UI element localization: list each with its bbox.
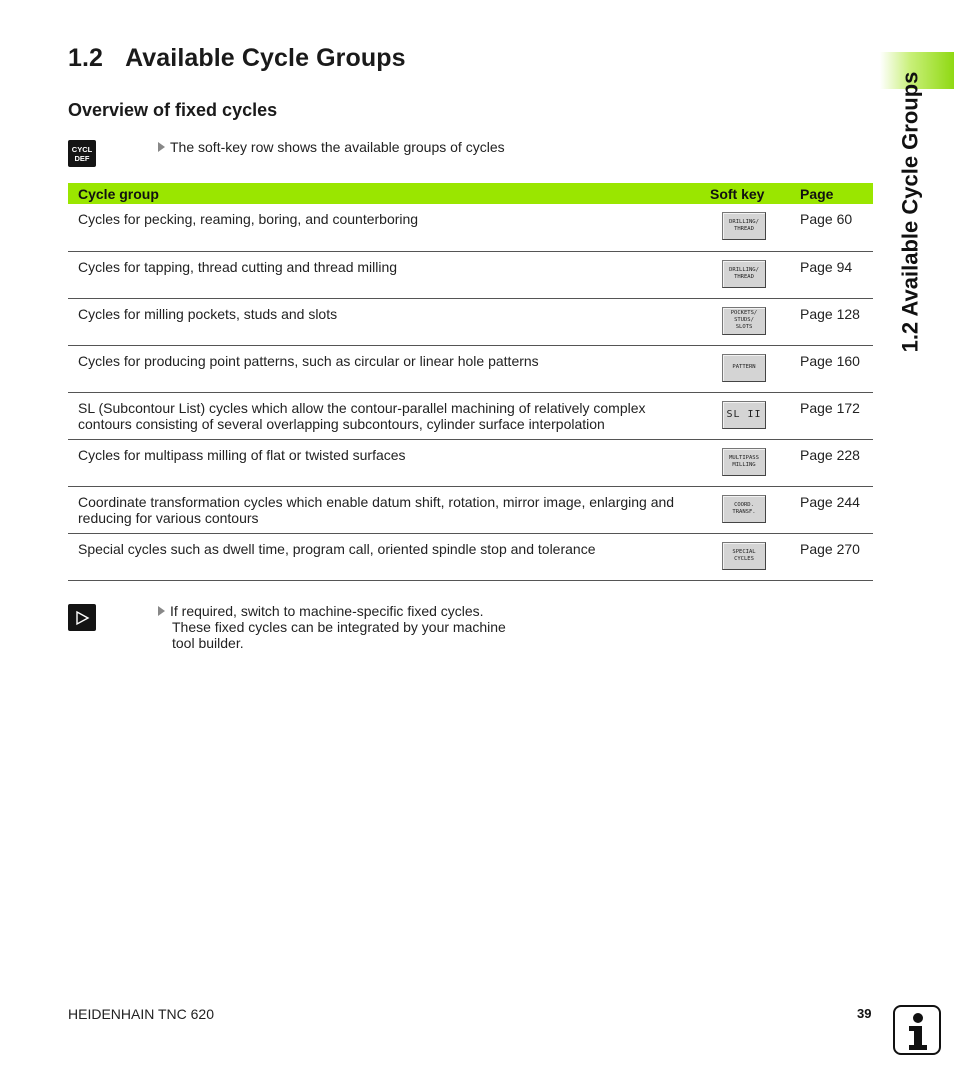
row-page: Page 228 — [790, 439, 873, 486]
info-icon — [893, 1005, 941, 1055]
side-tab-label: 1.2 Available Cycle Groups — [897, 71, 923, 353]
softkey-multipass-milling[interactable]: MULTIPASS MILLING — [722, 448, 766, 476]
step-instruction-1 — [158, 139, 505, 155]
cycl-def-key-line1: CYCL — [71, 144, 93, 154]
softkey-pattern[interactable]: PATTERN — [722, 354, 766, 382]
step-arrow-icon — [158, 142, 165, 152]
row-page: Page 270 — [790, 533, 873, 580]
row-page: Page 172 — [790, 392, 873, 439]
play-triangle-icon — [74, 610, 90, 626]
step1-text: The soft-key row shows the available groups of cycles — [170, 139, 505, 155]
row-page: Page 128 — [790, 298, 873, 345]
table-row — [68, 486, 873, 533]
footer-page-number: 39 — [857, 1006, 872, 1021]
header-cycle-group: Cycle group — [68, 183, 700, 204]
row-page: Page 160 — [790, 345, 873, 392]
row-description: Special cycles such as dwell time, program call, oriented spindle stop and tolerance — [68, 533, 700, 580]
row-description: Coordinate transformation cycles which enable datum shift, rotation, mirror image, enlarging and reducing for various contours — [68, 486, 700, 533]
footer-product: HEIDENHAIN TNC 620 — [68, 1006, 215, 1022]
row-description: Cycles for producing point patterns, such as circular or linear hole patterns — [68, 345, 700, 392]
step2-line1: If required, switch to machine-specific fixed cycles. — [170, 603, 484, 619]
softkey-sl-ii[interactable]: SL II — [722, 401, 766, 429]
row-description: Cycles for milling pockets, studs and slots — [68, 298, 700, 345]
section-title: Available Cycle Groups — [125, 44, 406, 72]
table-row — [68, 533, 873, 580]
row-page: Page 60 — [790, 204, 873, 251]
section-number: 1.2 — [68, 44, 104, 72]
step-instruction-2 — [158, 603, 506, 651]
cycl-def-key-line2: DEF — [74, 153, 90, 163]
softkey-special-cycles[interactable]: SPECIAL CYCLES — [722, 542, 766, 570]
row-description: SL (Subcontour List) cycles which allow the contour-parallel machining of relatively complex contours consisting of several overlapping subcontours, cylinder surface interpolation — [68, 392, 700, 439]
step2-line3: tool builder. — [172, 635, 244, 651]
table-row — [68, 392, 873, 439]
table-row — [68, 439, 873, 486]
row-description: Cycles for tapping, thread cutting and thread milling — [68, 251, 700, 298]
table-row — [68, 345, 873, 392]
step2-line2: These fixed cycles can be integrated by your machine — [172, 619, 506, 635]
next-softkey-row-icon — [68, 604, 96, 631]
softkey-pockets-studs-slots[interactable]: POCKETS/ STUDS/ SLOTS — [722, 307, 766, 335]
header-soft-key: Soft key — [700, 183, 790, 204]
table-header-row — [68, 183, 873, 204]
subtitle: Overview of fixed cycles — [68, 100, 278, 120]
info-i-glyph-icon — [895, 1007, 939, 1053]
softkey-drilling-thread[interactable]: DRILLING/ THREAD — [722, 260, 766, 288]
cycle-groups-table — [68, 183, 873, 581]
row-page: Page 244 — [790, 486, 873, 533]
softkey-drilling-thread[interactable]: DRILLING/ THREAD — [722, 212, 766, 240]
softkey-coord-transf[interactable]: COORD. TRANSF. — [722, 495, 766, 523]
page-title — [68, 44, 406, 73]
row-description: Cycles for multipass milling of flat or twisted surfaces — [68, 439, 700, 486]
table-row — [68, 251, 873, 298]
step-arrow-icon — [158, 606, 165, 616]
side-tab-label-wrap — [890, 53, 930, 371]
row-page: Page 94 — [790, 251, 873, 298]
row-description: Cycles for pecking, reaming, boring, and counterboring — [68, 204, 700, 251]
header-page: Page — [790, 183, 873, 204]
cycl-def-key-icon — [68, 140, 96, 167]
table-row — [68, 204, 873, 251]
table-row — [68, 298, 873, 345]
